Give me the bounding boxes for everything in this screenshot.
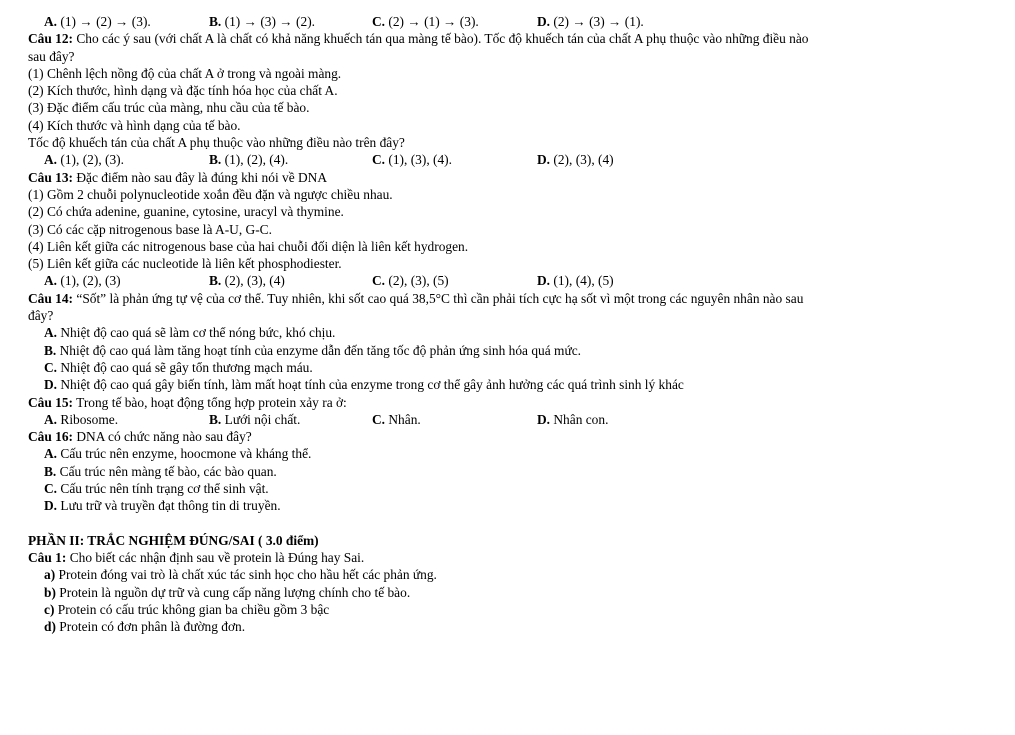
q13-option-c: C. (2), (3), (5) bbox=[372, 273, 449, 289]
part2-q1-statement-d: d) Protein có đơn phân là đường đơn. bbox=[44, 619, 246, 635]
q14-option-d: D. Nhiệt độ cao quá gây biến tính, làm mất hoạt tính của enzyme trong cơ thể gây ảnh hưởng các quá trình sinh lý khác bbox=[44, 377, 684, 393]
q13-item-1: (1) Gồm 2 chuỗi polynucleotide xoắn đều đặn và ngược chiều nhau. bbox=[28, 186, 393, 202]
q15-option-c: C. Nhân. bbox=[372, 411, 421, 427]
q13-stem: Câu 13: Đặc điểm nào sau đây là đúng khi nói về DNA bbox=[28, 169, 328, 185]
q12-item-4: (4) Kích thước và hình dạng của tế bào. bbox=[28, 117, 241, 133]
q12-stem-cont: sau đây? bbox=[28, 48, 75, 64]
q13-option-d: D. (1), (4), (5) bbox=[537, 273, 614, 289]
q15-stem: Câu 15: Trong tế bào, hoạt động tổng hợp protein xảy ra ở: bbox=[28, 394, 347, 410]
part2-title: PHẦN II: TRẮC NGHIỆM ĐÚNG/SAI ( 3.0 điểm) bbox=[28, 532, 319, 548]
q12-option-d: D. (2), (3), (4) bbox=[537, 152, 614, 168]
q12-options bbox=[28, 151, 998, 168]
q13-item-3: (3) Có các cặp nitrogenous base là A-U, G-C. bbox=[28, 221, 272, 237]
q11-option-b: B. (1) → (3) → (2). bbox=[209, 14, 316, 29]
q12-question: Tốc độ khuếch tán của chất A phụ thuộc vào những điều nào trên đây? bbox=[28, 135, 405, 151]
q15-options bbox=[28, 411, 998, 428]
q15-option-b: B. Lưới nội chất. bbox=[209, 411, 301, 427]
q16-option-c: C. Cấu trúc nên tính trạng cơ thể sinh vật. bbox=[44, 481, 269, 497]
q11-option-a: A. (1) → (2) → (3). bbox=[44, 14, 151, 29]
q14-option-b: B. Nhiệt độ cao quá làm tăng hoạt tính của enzyme dẫn đến tăng tốc độ phản ứng sinh hóa quá mức. bbox=[44, 342, 581, 358]
q13-item-4: (4) Liên kết giữa các nitrogenous base của hai chuỗi đối diện là liên kết hydrogen. bbox=[28, 238, 469, 254]
q16-option-b: B. Cấu trúc nên màng tế bào, các bào quan. bbox=[44, 463, 277, 479]
q12-stem: Câu 12: Cho các ý sau (với chất A là chất có khả năng khuếch tán qua màng tế bào). Tốc độ khuếch tán của chất A phụ thuộc vào những điều nào bbox=[28, 31, 809, 47]
q13-options bbox=[28, 272, 998, 289]
q14-option-c: C. Nhiệt độ cao quá sẽ gây tổn thương mạch máu. bbox=[44, 359, 313, 375]
q12-item-2: (2) Kích thước, hình dạng và đặc tính hóa học của chất A. bbox=[28, 83, 338, 99]
q12-option-c: C. (1), (3), (4). bbox=[372, 152, 452, 168]
q12-option-b: B. (1), (2), (4). bbox=[209, 152, 289, 168]
q14-stem: Câu 14: “Sốt” là phản ứng tự vệ của cơ thể. Tuy nhiên, khi sốt cao quá 38,5°C thì cần phải tích cực hạ sốt vì một trong các nguyên nhân nào sau bbox=[28, 290, 804, 306]
q16-stem: Câu 16: DNA có chức năng nào sau đây? bbox=[28, 429, 252, 445]
q16-option-a: A. Cấu trúc nên enzyme, hoocmone và kháng thể. bbox=[44, 446, 312, 462]
q15-option-d: D. Nhân con. bbox=[537, 411, 609, 427]
q11-options bbox=[28, 13, 998, 30]
exam-page bbox=[28, 13, 998, 635]
part2-q1-statement-b: b) Protein là nguồn dự trữ và cung cấp năng lượng chính cho tế bào. bbox=[44, 584, 411, 600]
section-gap bbox=[28, 515, 998, 532]
part2-q1-stem: Câu 1: Cho biết các nhận định sau về protein là Đúng hay Sai. bbox=[28, 549, 365, 565]
q13-option-a: A. (1), (2), (3) bbox=[44, 273, 121, 289]
q13-option-b: B. (2), (3), (4) bbox=[209, 273, 285, 289]
q13-item-2: (2) Có chứa adenine, guanine, cytosine, uracyl và thymine. bbox=[28, 204, 344, 220]
part2-q1-statement-c: c) Protein có cấu trúc không gian ba chiều gồm 3 bậc bbox=[44, 601, 330, 617]
q16-option-d: D. Lưu trữ và truyền đạt thông tin di truyền. bbox=[44, 498, 281, 514]
q12-option-a: A. (1), (2), (3). bbox=[44, 152, 124, 168]
q14-option-a: A. Nhiệt độ cao quá sẽ làm cơ thể nóng bức, khó chịu. bbox=[44, 325, 336, 341]
part2-q1-statement-a: a) Protein đóng vai trò là chất xúc tác sinh học cho hầu hết các phản ứng. bbox=[44, 567, 437, 583]
q11-option-c: C. (2) → (1) → (3). bbox=[372, 14, 479, 29]
q13-item-5: (5) Liên kết giữa các nucleotide là liên kết phosphodiester. bbox=[28, 256, 342, 272]
q15-option-a: A. Ribosome. bbox=[44, 411, 119, 427]
q14-stem-cont: đây? bbox=[28, 308, 54, 324]
q11-option-d: D. (2) → (3) → (1). bbox=[537, 14, 644, 29]
q12-item-3: (3) Đặc điểm cấu trúc của màng, nhu cầu của tế bào. bbox=[28, 100, 310, 116]
q12-item-1: (1) Chênh lệch nồng độ của chất A ở trong và ngoài màng. bbox=[28, 65, 342, 81]
